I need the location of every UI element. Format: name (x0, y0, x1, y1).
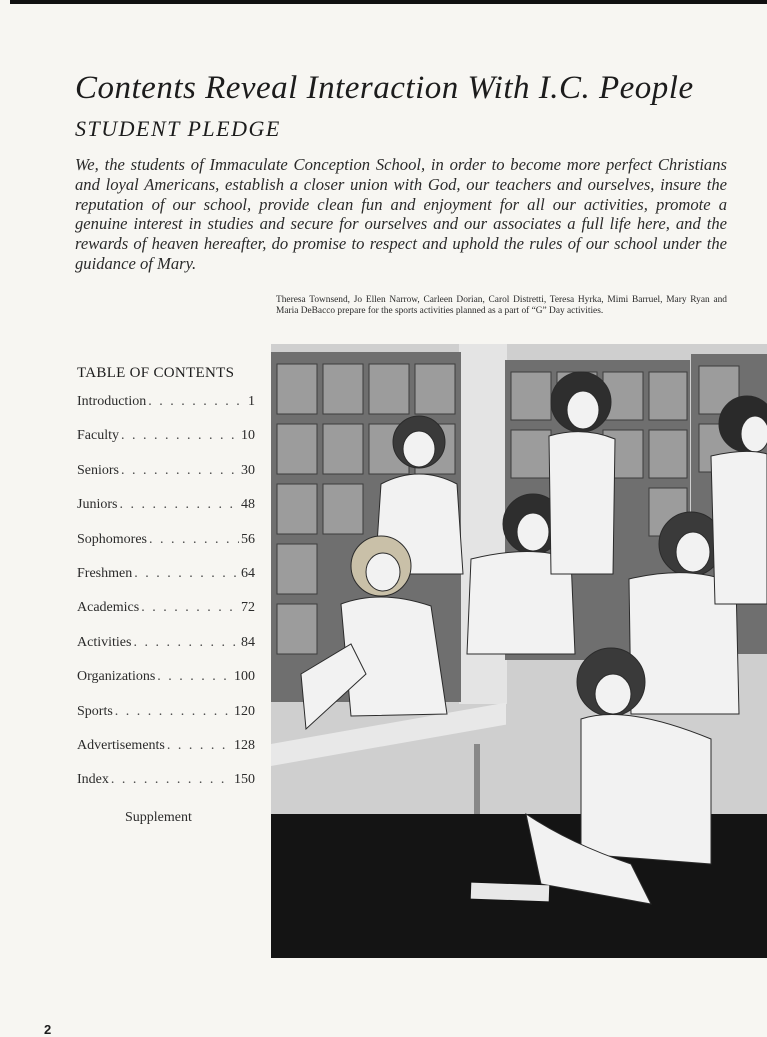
toc-entry (77, 394, 255, 428)
toc-entry-label: Introduction (77, 394, 147, 409)
toc-entry-label: Index (77, 772, 109, 788)
toc-entry-label: Sports (77, 703, 113, 719)
toc-entry-label: Organizations (77, 669, 156, 685)
toc-entry-page: 30 (241, 462, 255, 478)
toc-dot-leader (141, 600, 239, 616)
toc-entry-label: Activities (77, 634, 132, 650)
toc-entry-page: 1 (248, 394, 255, 409)
toc-entry-label: Seniors (77, 462, 119, 478)
toc-entry (77, 497, 255, 531)
toc-supplement: Supplement (125, 809, 192, 825)
pledge-text: We, the students of Immaculate Conception School, in order to become more perfect Christians and loyal Americans, establish a closer union with God, our teachers and ourselves, insure the reputation of our school, provide clean fun and enjoyment for all our activities, promote a genuine interest in studies and secure for ourselves and our associates a full life here, and the rewards of heaven hereafter, do promise to respect and uphold the rules of our school under the guidance of Mary. (75, 155, 727, 273)
toc-entry-page: 100 (234, 669, 255, 685)
toc-entry-page: 72 (241, 600, 255, 616)
toc-dot-leader (121, 428, 239, 444)
toc-entry-label: Advertisements (77, 737, 165, 753)
toc-entry-page: 56 (241, 531, 255, 547)
toc-entry (77, 566, 255, 600)
toc-entry (77, 704, 255, 738)
page-headline: Contents Reveal Interaction With I.C. People (75, 70, 694, 106)
toc-dot-leader (157, 669, 232, 685)
locker-room-photo-illustration (271, 344, 767, 958)
toc-entry (77, 635, 255, 669)
toc-entry-label: Academics (77, 600, 140, 616)
toc-entry-label: Sophomores (77, 531, 147, 547)
toc-dot-leader (149, 532, 239, 548)
toc-dot-leader (133, 635, 239, 651)
toc-entry-label: Juniors (77, 497, 118, 513)
toc-entries (77, 394, 255, 807)
toc-entry (77, 463, 255, 497)
toc-dot-leader (148, 394, 246, 410)
toc-dot-leader (167, 738, 232, 754)
locker-room-photo (271, 344, 767, 958)
page-number: 2 (44, 1022, 52, 1037)
toc-entry (77, 772, 255, 806)
top-rule (10, 0, 767, 4)
toc-dot-leader (119, 497, 239, 513)
toc-dot-leader (115, 704, 232, 720)
toc-dot-leader (111, 772, 232, 788)
toc-entry-page: 128 (234, 737, 255, 753)
toc-entry (77, 738, 255, 772)
toc-entry-page: 84 (241, 634, 255, 650)
toc-entry (77, 600, 255, 634)
toc-dot-leader (121, 463, 239, 479)
toc-dot-leader (134, 566, 239, 582)
toc-entry-page: 64 (241, 565, 255, 581)
toc-entry-page: 48 (241, 497, 255, 513)
pledge-title: STUDENT PLEDGE (75, 116, 281, 141)
toc-entry-label: Freshmen (77, 565, 133, 581)
toc-entry (77, 669, 255, 703)
toc-entry-label: Faculty (77, 428, 119, 444)
toc-entry-page: 10 (241, 428, 255, 444)
toc-entry (77, 428, 255, 462)
toc-entry-page: 150 (234, 772, 255, 788)
photo-caption: Theresa Townsend, Jo Ellen Narrow, Carleen Dorian, Carol Distretti, Teresa Hyrka, Mimi Barruel, Mary Ryan and Maria DeBacco prepare for the sports activities planned as a part of “G” Day activities. (276, 295, 727, 316)
toc-entry-page: 120 (234, 703, 255, 719)
table-of-contents (77, 365, 255, 826)
toc-title: TABLE OF CONTENTS (77, 365, 235, 381)
toc-entry (77, 532, 255, 566)
